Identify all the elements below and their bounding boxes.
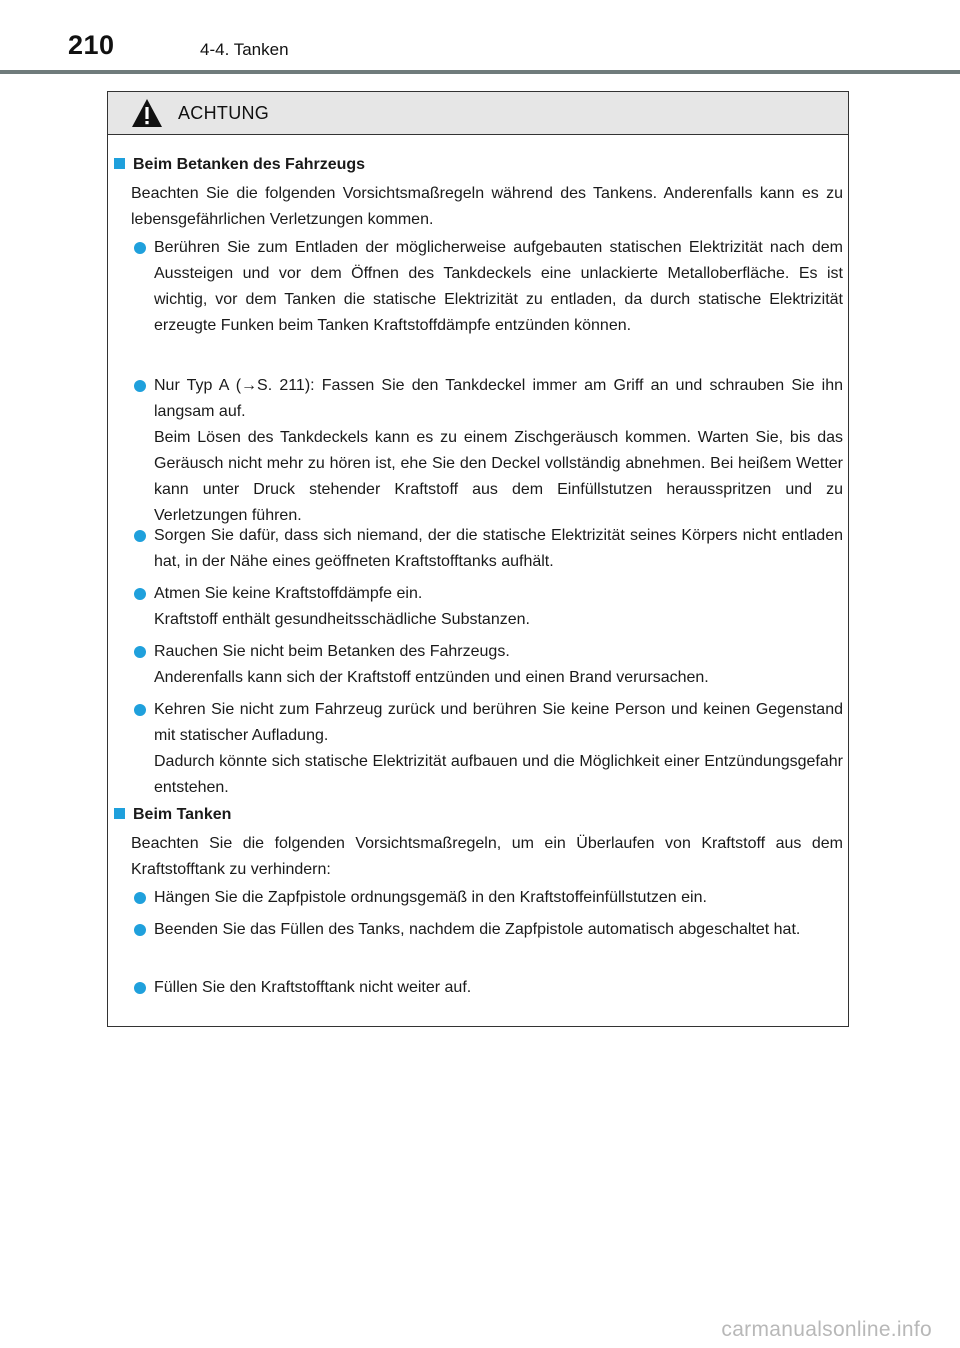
- square-bullet-icon: [114, 808, 125, 819]
- bullet-text: Kehren Sie nicht zum Fahrzeug zurück und berühren Sie keine Person und keinen Gegenstand mit statischer Aufladung.: [154, 701, 843, 744]
- bullet-text: Beenden Sie das Füllen des Tanks, nachdem die Zapfpistole automatisch abgeschaltet hat.: [154, 921, 801, 938]
- circle-bullet-icon: [134, 704, 146, 716]
- bullet-text: Anderenfalls kann sich der Kraftstoff entzünden und einen Brand verursachen.: [154, 669, 709, 686]
- bullet-text: Sorgen Sie dafür, dass sich niemand, der die statische Elektrizität seines Körpers nicht entladen hat, in der Nähe eines geöffneten Kraftstofftanks aufhält.: [154, 527, 843, 570]
- bullet-text: Füllen Sie den Kraftstofftank nicht weiter auf.: [154, 979, 472, 996]
- warning-triangle-icon: [131, 98, 163, 128]
- page-header: [0, 0, 960, 76]
- caution-title: ACHTUNG: [178, 103, 270, 123]
- bullet-text: Nur Typ A (→S. 211): Fassen Sie den Tankdeckel immer am Griff an und schrauben Sie ihn langsam auf.: [154, 377, 843, 420]
- section-intro: Beachten Sie die folgenden Vorsichtsmaßregeln, um ein Überlaufen von Kraftstoff aus dem Kraftstofftank zu verhindern:: [131, 835, 843, 878]
- section-heading-refueling: [114, 152, 365, 178]
- circle-bullet-icon: [134, 530, 146, 542]
- circle-bullet-icon: [134, 242, 146, 254]
- caution-header: [108, 92, 848, 135]
- circle-bullet-icon: [134, 380, 146, 392]
- circle-bullet-icon: [134, 646, 146, 658]
- section-title: 4-4. Tanken: [200, 40, 289, 59]
- bullet-text: Hängen Sie die Zapfpistole ordnungsgemäß in den Kraftstoffeinfüllstutzen ein.: [154, 889, 707, 906]
- bullet-text: Dadurch könnte sich statische Elektrizität aufbauen und die Möglichkeit einer Entzündungsgefahr entstehen.: [154, 753, 843, 796]
- section-heading-text: Beim Tanken: [133, 806, 232, 823]
- section-intro: Beachten Sie die folgenden Vorsichtsmaßregeln während des Tankens. Anderenfalls kann es zu lebensgefährlichen Verletzungen kommen.: [131, 185, 843, 228]
- circle-bullet-icon: [134, 982, 146, 994]
- bullet-text: Beim Lösen des Tankdeckels kann es zu einem Zischgeräusch kommen. Warten Sie, bis das Geräusch nicht mehr zu hören ist, ehe Sie den Deckel vollständig abnehmen. Bei heißem Wetter kann unter Druck stehender Kraftstoff aus dem Einfüllstutzen herausspritzen und zu Verletzungen führen.: [154, 429, 843, 524]
- caution-box: [107, 91, 849, 1027]
- section-heading-text: Beim Betanken des Fahrzeugs: [133, 156, 366, 173]
- watermark: carmanualsonline.info: [721, 1318, 932, 1341]
- bullet-text: Kraftstoff enthält gesundheitsschädliche Substanzen.: [154, 611, 530, 628]
- section-heading-fueling: [114, 802, 231, 828]
- header-divider: [0, 70, 960, 74]
- bullet-text: Rauchen Sie nicht beim Betanken des Fahrzeugs.: [154, 643, 510, 660]
- bullet-text: Atmen Sie keine Kraftstoffdämpfe ein.: [154, 585, 423, 602]
- circle-bullet-icon: [134, 924, 146, 936]
- page-number: 210: [68, 30, 115, 60]
- square-bullet-icon: [114, 158, 125, 169]
- circle-bullet-icon: [134, 892, 146, 904]
- bullet-text: Berühren Sie zum Entladen der möglicherweise aufgebauten statischen Elektrizität nach dem Aussteigen und vor dem Öffnen des Tankdeckels eine unlackierte Metalloberfläche. Es ist wichtig, vor dem Tanken die statische Elektrizität zu entladen, da durch statische Elektrizität erzeugte Funken beim Tanken Kraftstoffdämpfe entzünden können.: [154, 239, 843, 334]
- circle-bullet-icon: [134, 588, 146, 600]
